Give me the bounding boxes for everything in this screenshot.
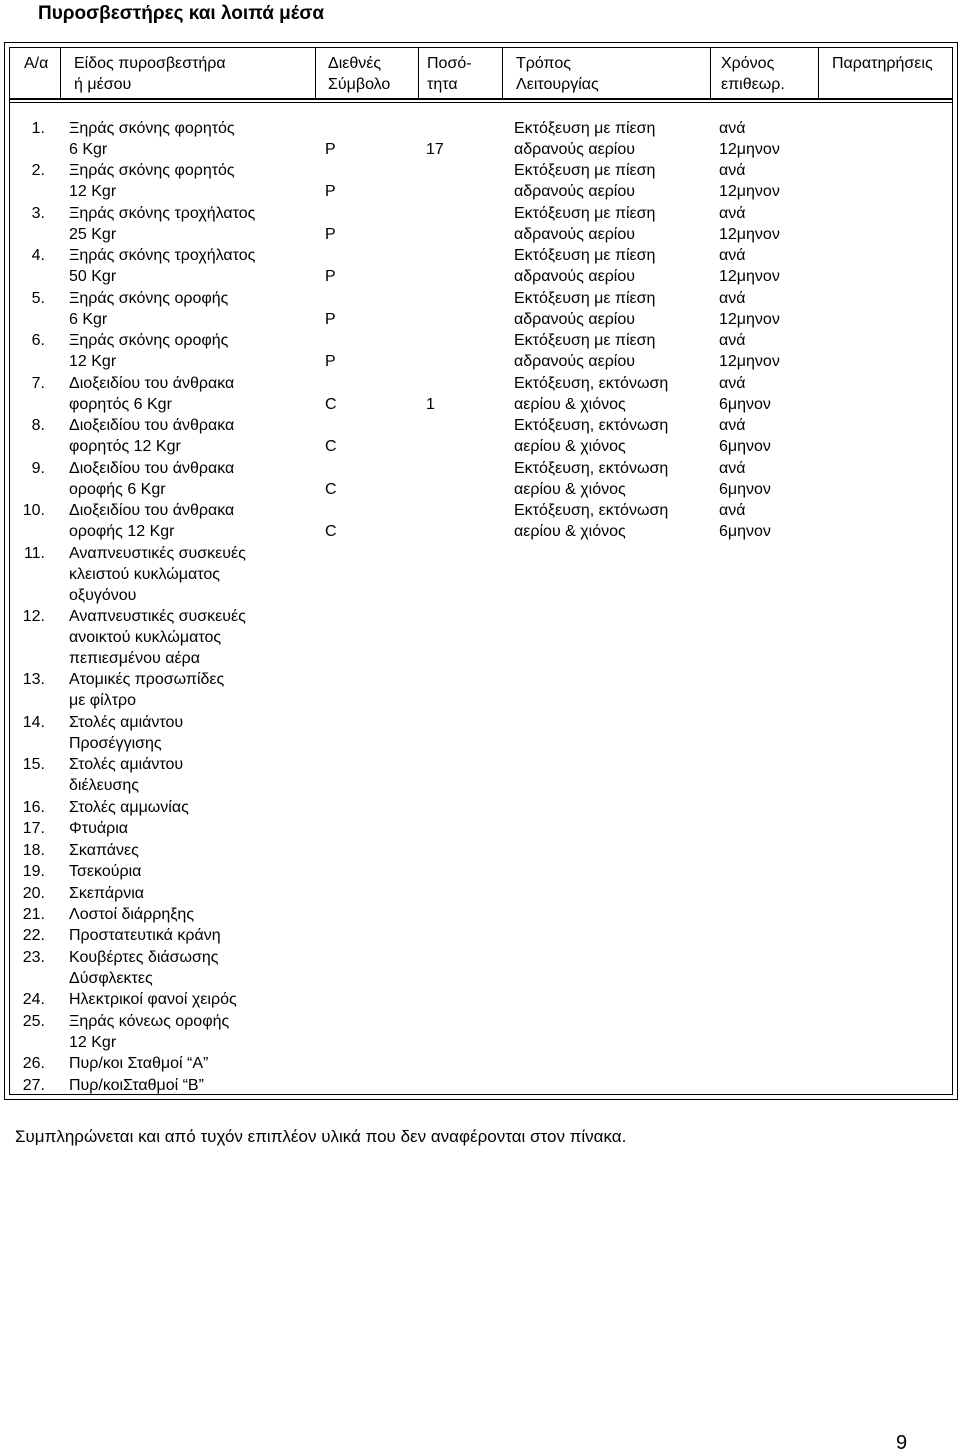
row-item-name-line: Ξηράς σκόνης φορητός bbox=[69, 120, 235, 137]
table-row bbox=[10, 118, 952, 161]
row-operation bbox=[514, 330, 714, 372]
table-row bbox=[10, 989, 952, 1011]
row-item-name-line: 6 Kgr bbox=[69, 141, 108, 158]
row-item-name-line: Ηλεκτρικοί φανοί χειρός bbox=[69, 991, 237, 1009]
row-operation-line: Εκτόξευση, εκτόνωση bbox=[514, 459, 669, 477]
header-type-line1: Είδος πυροσβεστήρα bbox=[74, 55, 226, 72]
row-inspection-time-line: 12μηνον bbox=[719, 310, 780, 328]
table-row bbox=[10, 904, 952, 926]
row-number: 10. bbox=[22, 502, 45, 520]
row-operation-line: αδρανούς αερίου bbox=[514, 141, 635, 158]
row-item-name-line: Προστατευτικά κράνη bbox=[69, 927, 221, 945]
row-item-name-line: Διοξειδίου του άνθρακα bbox=[69, 417, 235, 435]
row-item-name bbox=[69, 330, 319, 372]
table-row bbox=[10, 712, 952, 755]
row-inspection-time-line: ανά bbox=[719, 417, 746, 435]
row-item-name-line: Διοξειδίου του άνθρακα bbox=[69, 459, 235, 477]
row-number: 23. bbox=[22, 948, 45, 966]
row-item-name-line: Σκαπάνες bbox=[69, 841, 139, 859]
row-symbol: C bbox=[325, 480, 337, 498]
row-item-name bbox=[69, 754, 319, 796]
row-item-name bbox=[69, 883, 319, 904]
row-item-name-line: Ξηράς σκόνης φορητός bbox=[69, 162, 235, 180]
page-title: Πυροσβεστήρες και λοιπά μέσα bbox=[38, 3, 325, 24]
row-operation bbox=[514, 245, 714, 287]
table-row bbox=[10, 1053, 952, 1075]
row-operation-line: αερίου & χιόνος bbox=[514, 395, 626, 413]
row-number: 1. bbox=[31, 120, 45, 137]
row-item-name-line: Τσεκούρια bbox=[69, 863, 142, 881]
header-symbol-line1: Διεθνές bbox=[328, 55, 382, 72]
row-number: 22. bbox=[22, 927, 45, 945]
header-col-divider bbox=[818, 48, 819, 98]
row-number: 26. bbox=[22, 1055, 45, 1073]
header-inspection-time bbox=[721, 53, 785, 95]
header-symbol-line2: Σύμβολο bbox=[328, 76, 391, 93]
row-item-name bbox=[69, 669, 319, 711]
row-inspection-time-line: ανά bbox=[719, 162, 746, 180]
row-inspection-time bbox=[719, 373, 819, 415]
table-row bbox=[10, 925, 952, 947]
row-item-name bbox=[69, 797, 319, 818]
table-row bbox=[10, 500, 952, 543]
row-item-name bbox=[69, 118, 319, 160]
table-row bbox=[10, 840, 952, 862]
row-item-name-line: Πυρ/κοι Σταθμοί “Α” bbox=[69, 1055, 209, 1073]
row-operation-line: αερίου & χιόνος bbox=[514, 438, 626, 456]
row-item-name-line: Πυρ/κοιΣταθμοί “Β” bbox=[69, 1076, 204, 1094]
row-item-name-line: Ξηράς κόνεως οροφής bbox=[69, 1012, 230, 1030]
row-item-name-line: οροφής 12 Kgr bbox=[69, 523, 175, 541]
row-number: 2. bbox=[31, 162, 45, 180]
table-row bbox=[10, 883, 952, 905]
row-item-name-line: Σκεπάρνια bbox=[69, 884, 144, 902]
row-symbol: P bbox=[325, 141, 336, 158]
table-row bbox=[10, 1011, 952, 1054]
row-item-name-line: 12 Kgr bbox=[69, 183, 117, 201]
row-operation-line: Εκτόξευση, εκτόνωση bbox=[514, 417, 669, 435]
row-operation-line: αδρανούς αερίου bbox=[514, 268, 635, 286]
row-operation bbox=[514, 118, 714, 160]
table-row bbox=[10, 606, 952, 670]
row-symbol: C bbox=[325, 523, 337, 541]
row-item-name bbox=[69, 245, 319, 287]
row-item-name-line: διέλευσης bbox=[69, 777, 139, 795]
row-item-name-line: Ξηράς σκόνης οροφής bbox=[69, 289, 229, 307]
row-item-name bbox=[69, 1011, 319, 1053]
row-item-name-line: Διοξειδίου του άνθρακα bbox=[69, 374, 235, 392]
table-row bbox=[10, 543, 952, 607]
row-inspection-time-line: ανά bbox=[719, 247, 746, 265]
row-item-name-line: οροφής 6 Kgr bbox=[69, 480, 166, 498]
row-number: 13. bbox=[22, 671, 45, 689]
row-inspection-time-line: ανά bbox=[719, 332, 746, 350]
row-inspection-time-line: ανά bbox=[719, 374, 746, 392]
row-item-name-line: 12 Kgr bbox=[69, 353, 117, 371]
row-symbol: P bbox=[325, 353, 336, 371]
row-item-name bbox=[69, 415, 319, 457]
row-number: 12. bbox=[22, 607, 45, 625]
row-inspection-time bbox=[719, 415, 819, 457]
row-operation bbox=[514, 288, 714, 330]
row-inspection-time-line: 12μηνον bbox=[719, 183, 780, 201]
row-operation bbox=[514, 415, 714, 457]
row-operation-line: αερίου & χιόνος bbox=[514, 523, 626, 541]
row-operation-line: Εκτόξευση με πίεση bbox=[514, 289, 656, 307]
row-item-name-line: κλειστού κυκλώματος bbox=[69, 565, 220, 583]
row-symbol: C bbox=[325, 438, 337, 456]
row-inspection-time-line: ανά bbox=[719, 204, 746, 222]
row-inspection-time bbox=[719, 458, 819, 500]
row-operation bbox=[514, 500, 714, 542]
row-item-name bbox=[69, 840, 319, 861]
table-row bbox=[10, 415, 952, 458]
header-col-divider bbox=[60, 48, 61, 98]
row-number: 4. bbox=[31, 247, 45, 265]
row-inspection-time bbox=[719, 288, 819, 330]
row-inspection-time-line: 6μηνον bbox=[719, 395, 771, 413]
row-item-name-line: φορητός 12 Kgr bbox=[69, 438, 181, 456]
row-number: 3. bbox=[31, 204, 45, 222]
row-item-name bbox=[69, 458, 319, 500]
row-number: 5. bbox=[31, 289, 45, 307]
row-inspection-time bbox=[719, 118, 819, 160]
row-operation bbox=[514, 160, 714, 202]
row-operation-line: αερίου & χιόνος bbox=[514, 480, 626, 498]
table-row bbox=[10, 797, 952, 819]
table-row bbox=[10, 458, 952, 501]
header-aa: Α/α bbox=[24, 55, 49, 72]
table-row bbox=[10, 160, 952, 203]
row-item-name bbox=[69, 925, 319, 946]
row-quantity: 1 bbox=[426, 395, 435, 413]
row-inspection-time bbox=[719, 330, 819, 372]
row-inspection-time-line: ανά bbox=[719, 289, 746, 307]
row-inspection-time bbox=[719, 245, 819, 287]
row-item-name bbox=[69, 1075, 319, 1096]
row-inspection-time-line: 12μηνον bbox=[719, 225, 780, 243]
table-row bbox=[10, 754, 952, 797]
header-quantity-line1: Ποσό- bbox=[427, 55, 472, 72]
row-number: 19. bbox=[22, 863, 45, 881]
row-item-name bbox=[69, 500, 319, 542]
header-col-divider bbox=[418, 48, 419, 98]
row-item-name-line: Στολές αμιάντου bbox=[69, 756, 184, 774]
row-inspection-time bbox=[719, 203, 819, 245]
footnote: Συμπληρώνεται και από τυχόν επιπλέον υλικά που δεν αναφέρονται στον πίνακα. bbox=[15, 1127, 627, 1146]
row-item-name bbox=[69, 1053, 319, 1074]
table-row bbox=[10, 1075, 952, 1097]
row-number: 18. bbox=[22, 841, 45, 859]
row-number: 7. bbox=[31, 374, 45, 392]
row-number: 17. bbox=[22, 820, 45, 838]
table-row bbox=[10, 669, 952, 712]
row-item-name-line: Αναπνευστικές συσκευές bbox=[69, 544, 246, 562]
row-operation-line: αδρανούς αερίου bbox=[514, 225, 635, 243]
row-number: 24. bbox=[22, 991, 45, 1009]
row-number: 11. bbox=[23, 544, 45, 562]
row-symbol: P bbox=[325, 183, 336, 201]
row-item-name bbox=[69, 947, 319, 989]
row-item-name-line: οξυγόνου bbox=[69, 586, 137, 604]
row-item-name-line: Στολές αμιάντου bbox=[69, 713, 184, 731]
row-operation-line: αδρανούς αερίου bbox=[514, 183, 635, 201]
row-number: 6. bbox=[31, 332, 45, 350]
header-quantity-line2: τητα bbox=[427, 76, 458, 93]
row-inspection-time bbox=[719, 500, 819, 542]
header-operation-line1: Τρόπος bbox=[516, 55, 571, 72]
row-item-name-line: 50 Kgr bbox=[69, 268, 117, 286]
row-number: 27. bbox=[22, 1076, 45, 1094]
header-type-line2: ή μέσου bbox=[74, 76, 132, 93]
row-item-name-line: Στολές αμμωνίας bbox=[69, 798, 189, 816]
row-item-name-line: Λοστοί διάρρηξης bbox=[69, 906, 195, 923]
row-item-name bbox=[69, 160, 319, 202]
row-item-name-line: Προσέγγισης bbox=[69, 734, 162, 752]
table-row bbox=[10, 818, 952, 840]
row-item-name bbox=[69, 861, 319, 882]
table-row bbox=[10, 947, 952, 990]
row-inspection-time-line: 12μηνον bbox=[719, 141, 780, 158]
header-quantity bbox=[427, 53, 472, 95]
row-symbol: P bbox=[325, 310, 336, 328]
row-operation-line: Εκτόξευση με πίεση bbox=[514, 204, 656, 222]
row-item-name bbox=[69, 288, 319, 330]
header-col-divider bbox=[710, 48, 711, 98]
row-number: 25. bbox=[22, 1012, 45, 1030]
header-notes: Παρατηρήσεις bbox=[832, 55, 933, 72]
row-item-name-line: με φίλτρο bbox=[69, 692, 137, 710]
table-header bbox=[10, 48, 952, 98]
table-row bbox=[10, 330, 952, 373]
row-item-name bbox=[69, 606, 319, 669]
row-operation-line: αδρανούς αερίου bbox=[514, 310, 635, 328]
row-inspection-time-line: ανά bbox=[719, 502, 746, 520]
header-col-divider bbox=[502, 48, 503, 98]
row-item-name-line: Αναπνευστικές συσκευές bbox=[69, 607, 246, 625]
row-symbol: P bbox=[325, 225, 336, 243]
row-number: 15. bbox=[22, 756, 45, 774]
page-number: 9 bbox=[896, 1432, 908, 1454]
row-operation-line: Εκτόξευση με πίεση bbox=[514, 162, 656, 180]
row-operation-line: Εκτόξευση με πίεση bbox=[514, 120, 656, 137]
row-quantity: 17 bbox=[426, 141, 444, 158]
row-operation-line: αδρανούς αερίου bbox=[514, 353, 635, 371]
row-inspection-time bbox=[719, 160, 819, 202]
row-item-name-line: ανοικτού κυκλώματος bbox=[69, 628, 222, 646]
row-item-name bbox=[69, 203, 319, 245]
row-operation-line: Εκτόξευση με πίεση bbox=[514, 247, 656, 265]
row-item-name-line: 12 Kgr bbox=[69, 1033, 117, 1051]
row-inspection-time-line: 12μηνον bbox=[719, 353, 780, 371]
row-item-name bbox=[69, 373, 319, 415]
row-item-name bbox=[69, 712, 319, 754]
row-number: 16. bbox=[22, 798, 45, 816]
row-number: 8. bbox=[31, 417, 45, 435]
row-operation-line: Εκτόξευση, εκτόνωση bbox=[514, 502, 669, 520]
row-operation bbox=[514, 458, 714, 500]
header-symbol bbox=[328, 53, 390, 95]
inventory-table bbox=[9, 47, 953, 1095]
row-item-name-line: 25 Kgr bbox=[69, 225, 117, 243]
row-symbol: P bbox=[325, 268, 336, 286]
row-item-name-line: φορητός 6 Kgr bbox=[69, 395, 172, 413]
table-row bbox=[10, 288, 952, 331]
row-inspection-time-line: 12μηνον bbox=[719, 268, 780, 286]
table-row bbox=[10, 245, 952, 288]
row-inspection-time-line: 6μηνον bbox=[719, 523, 771, 541]
row-item-name-line: Ξηράς σκόνης τροχήλατος bbox=[69, 247, 256, 265]
table-row bbox=[10, 203, 952, 246]
header-operation bbox=[516, 53, 599, 95]
row-item-name-line: πεπιεσμένου αέρα bbox=[69, 649, 200, 667]
row-operation bbox=[514, 203, 714, 245]
row-number: 9. bbox=[31, 459, 45, 477]
table-row bbox=[10, 373, 952, 416]
row-item-name bbox=[69, 543, 319, 606]
row-item-name bbox=[69, 989, 319, 1010]
row-item-name-line: 6 Kgr bbox=[69, 310, 108, 328]
row-number: 21. bbox=[22, 906, 45, 923]
header-divider bbox=[10, 98, 952, 100]
row-operation-line: Εκτόξευση, εκτόνωση bbox=[514, 374, 669, 392]
row-symbol: C bbox=[325, 395, 337, 413]
row-item-name-line: Ξηράς σκόνης τροχήλατος bbox=[69, 204, 256, 222]
row-number: 20. bbox=[22, 884, 45, 902]
row-inspection-time-line: 6μηνον bbox=[719, 480, 771, 498]
row-item-name-line: Ατομικές προσωπίδες bbox=[69, 671, 225, 689]
row-item-name-line: Φτυάρια bbox=[69, 820, 128, 838]
row-item-name bbox=[69, 904, 319, 925]
header-col-divider bbox=[315, 48, 316, 98]
row-inspection-time-line: ανά bbox=[719, 120, 746, 137]
header-time-line1: Χρόνος bbox=[721, 55, 775, 72]
row-inspection-time-line: ανά bbox=[719, 459, 746, 477]
header-time-line2: επιθεωρ. bbox=[721, 76, 785, 93]
row-item-name-line: Διοξειδίου του άνθρακα bbox=[69, 502, 235, 520]
row-item-name bbox=[69, 818, 319, 839]
inventory-table-frame bbox=[4, 42, 958, 1100]
row-item-name-line: Δύσφλεκτες bbox=[69, 969, 153, 987]
header-type bbox=[74, 53, 226, 95]
row-inspection-time-line: 6μηνον bbox=[719, 438, 771, 456]
header-operation-line2: Λειτουργίας bbox=[516, 76, 599, 93]
row-operation-line: Εκτόξευση με πίεση bbox=[514, 332, 656, 350]
table-row bbox=[10, 861, 952, 883]
header-divider-inner bbox=[10, 102, 952, 103]
row-operation bbox=[514, 373, 714, 415]
row-item-name-line: Κουβέρτες διάσωσης bbox=[69, 948, 219, 966]
row-number: 14. bbox=[22, 713, 45, 731]
row-item-name-line: Ξηράς σκόνης οροφής bbox=[69, 332, 229, 350]
